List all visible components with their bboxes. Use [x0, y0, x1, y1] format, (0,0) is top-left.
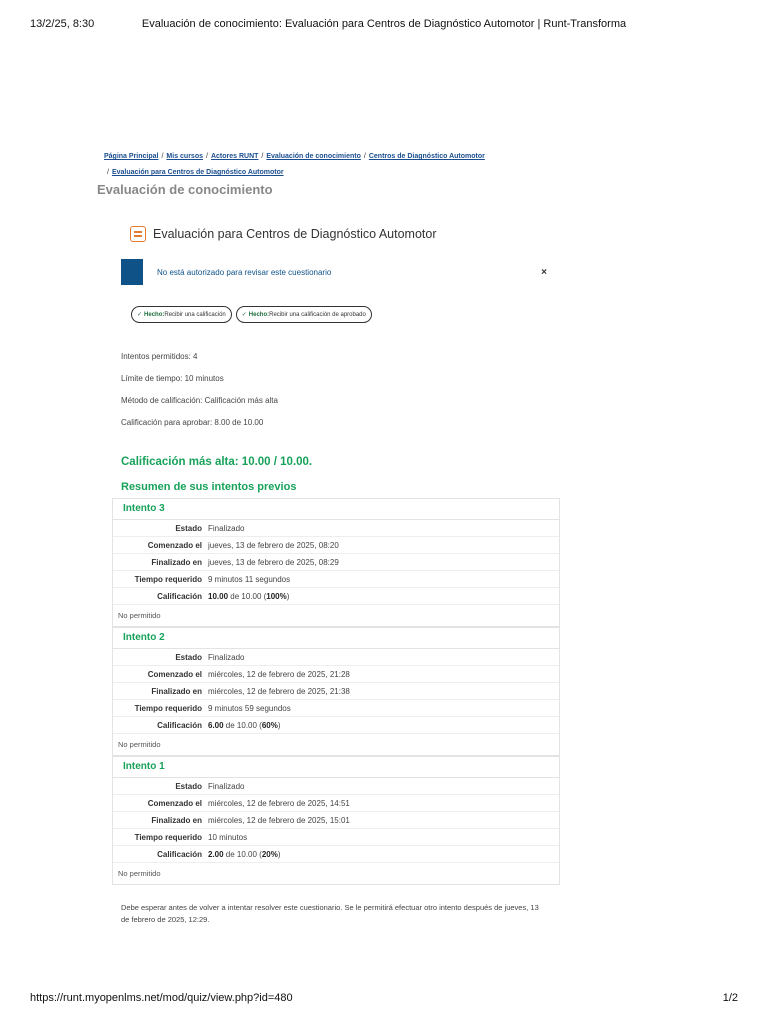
- attempt-row-comenzado: Comenzado el miércoles, 12 de febrero de 2025, 14:51: [113, 795, 559, 812]
- breadcrumb-quiz[interactable]: Evaluación para Centros de Diagnóstico Automotor: [111, 169, 284, 176]
- check-icon: ✓: [241, 312, 247, 318]
- info-time-limit: Límite de tiempo: 10 minutos: [121, 374, 224, 383]
- attempt-row-estado: Estado Finalizado: [113, 778, 559, 795]
- breadcrumb-separator: /: [261, 153, 264, 160]
- breadcrumb-separator: /: [161, 153, 164, 160]
- breadcrumb-separator: /: [206, 153, 208, 160]
- attempt-title: Intento 3: [113, 499, 559, 520]
- completion-badge: ✓ Hecho:Recibir una calificación de aprobado: [236, 306, 372, 323]
- attempt-title: Intento 2: [113, 628, 559, 649]
- quiz-info: [121, 352, 278, 440]
- print-url: https://runt.myopenlms.net/mod/quiz/view.php?id=480: [30, 992, 293, 1004]
- breadcrumb: [104, 149, 644, 181]
- page-heading: Evaluación de conocimiento: [97, 182, 273, 197]
- breadcrumb-separator: /: [363, 153, 366, 160]
- breadcrumb-my-courses[interactable]: Mis cursos: [166, 153, 203, 160]
- alert-bar: [121, 259, 143, 285]
- breadcrumb-separator: /: [107, 169, 109, 176]
- attempt-card: [112, 627, 560, 756]
- summary-title: Resumen de sus intentos previos: [121, 481, 297, 493]
- attempt-review-status: No permitido: [118, 740, 161, 749]
- attempt-row-comenzado: Comenzado el jueves, 13 de febrero de 2025, 08:20: [113, 537, 559, 554]
- activity-title: Evaluación para Centros de Diagnóstico Automotor: [153, 227, 437, 241]
- breadcrumb-home[interactable]: Página Principal: [104, 153, 159, 160]
- activity-header: [130, 226, 437, 242]
- info-grading-method: Método de calificación: Calificación más alta: [121, 396, 278, 405]
- close-icon[interactable]: ×: [541, 266, 547, 278]
- permission-alert: [121, 259, 547, 285]
- attempt-row-calificacion: Calificación 2.00 de 10.00 (20%): [113, 846, 559, 863]
- attempt-row-tiempo: Tiempo requerido 9 minutos 11 segundos: [113, 571, 559, 588]
- breadcrumb-centros[interactable]: Centros de Diagnóstico Automotor: [368, 153, 485, 160]
- completion-badge: ✓ Hecho:Recibir una calificación: [131, 306, 232, 323]
- print-page-number: 1/2: [722, 992, 738, 1004]
- attempt-row-finalizado: Finalizado en jueves, 13 de febrero de 2025, 08:29: [113, 554, 559, 571]
- breadcrumb-evaluacion[interactable]: Evaluación de conocimiento: [266, 153, 361, 160]
- attempt-row-finalizado: Finalizado en miércoles, 12 de febrero de 2025, 21:38: [113, 683, 559, 700]
- breadcrumb-actores-runt[interactable]: Actores RUNT: [210, 153, 259, 160]
- attempt-card: [112, 756, 560, 885]
- attempt-review-status: No permitido: [118, 611, 161, 620]
- attempt-row-finalizado: Finalizado en miércoles, 12 de febrero de 2025, 15:01: [113, 812, 559, 829]
- info-attempts-allowed: Intentos permitidos: 4: [121, 352, 198, 361]
- completion-conditions: [131, 306, 372, 323]
- quiz-icon: [130, 226, 146, 242]
- info-pass-grade: Calificación para aprobar: 8.00 de 10.00: [121, 418, 264, 427]
- attempt-row-estado: Estado Finalizado: [113, 649, 559, 666]
- wait-message: Debe esperar antes de volver a intentar resolver este cuestionario. Se le permitirá efectuar otro intento después de jueves, 13 de febrero de 2025, 12:29.: [121, 903, 539, 924]
- attempt-card: [112, 498, 560, 627]
- attempt-row-calificacion: Calificación 10.00 de 10.00 (100%): [113, 588, 559, 605]
- attempt-row-calificacion: Calificación 6.00 de 10.00 (60%): [113, 717, 559, 734]
- highest-grade: Calificación más alta: 10.00 / 10.00.: [121, 456, 313, 468]
- attempt-row-tiempo: Tiempo requerido 9 minutos 59 segundos: [113, 700, 559, 717]
- print-title: Evaluación de conocimiento: Evaluación para Centros de Diagnóstico Automotor | Runt-Transforma: [141, 18, 627, 30]
- alert-text: No está autorizado para revisar este cuestionario: [157, 267, 332, 277]
- attempt-row-estado: Estado Finalizado: [113, 520, 559, 537]
- attempt-title: Intento 1: [113, 757, 559, 778]
- print-date: 13/2/25, 8:30: [30, 18, 95, 30]
- attempt-row-comenzado: Comenzado el miércoles, 12 de febrero de 2025, 21:28: [113, 666, 559, 683]
- attempt-row-tiempo: Tiempo requerido 10 minutos: [113, 829, 559, 846]
- attempt-review-status: No permitido: [118, 869, 161, 878]
- check-icon: ✓: [137, 312, 143, 318]
